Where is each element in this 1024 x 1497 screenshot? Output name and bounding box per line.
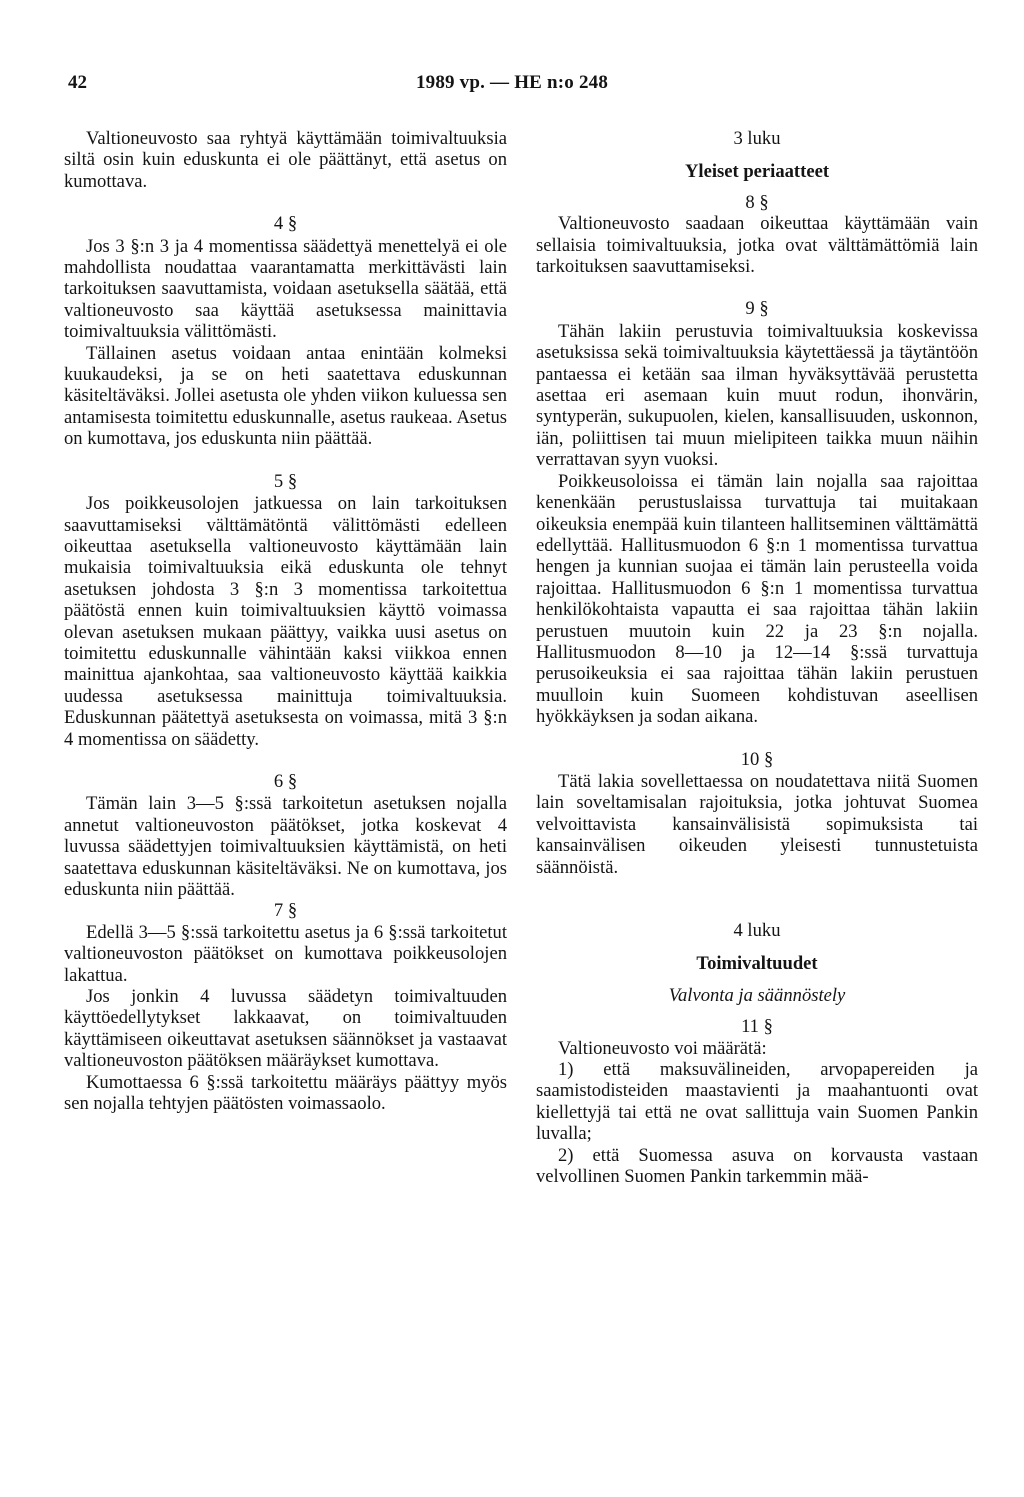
paragraph: Tähän lakiin perustuvia toimivaltuuksia koskevissa asetuksissa sekä toimivaltuuksia käytettäessä ja täytäntöön pantaessa ei ketään saa ilman hyväksyttävää perustetta asettaa eri asemaan kuin muut rodun, ihonvärin, syntyperän, sukupuolen, kielen, kansallisuuden, uskonnon, iän, poliittisen tai muun mielipiteen taikka muun näihin verrattavan syyn vuoksi. (536, 320, 978, 471)
chapter-subtitle: Valvonta ja säännöstely (668, 984, 846, 1006)
page-number: 42 (68, 72, 87, 93)
section-heading: 8 § (745, 191, 769, 213)
section-heading: 10 § (740, 748, 774, 770)
paragraph: Jos poikkeusolojen jatkuessa on lain tarkoituksen saavuttamiseksi välttämätöntä välittömästi edelleen oikeuttaa asetuksella valtioneuvosto käyttämään lain mukaisia toimivaltuuksia eikä eduskunta ole tehnyt asetuksen johdosta 3 §:n 3 momentissa tarkoitettua päätöstä ennen kuin toimivaltuuksien käyttö voimassa olevan asetuksen mukaan päättyy, vaikka uusi asetus on toimitettu eduskunnalle vähintään kaksi viikkoa ennen mainittua ajankohtaa, saa valtioneuvosto käyttää kaikkia uudessa asetuksessa mainittuja toimivaltuuksia. Eduskunnan päätettyä asetuksesta on voimassa, mitä 3 §:n 4 momentissa on säädetty. (64, 493, 507, 750)
chapter-number: 3 luku (733, 128, 781, 149)
list-item: 2) että Suomessa asuva on korvausta vastaan velvollinen Suomen Pankin tarkemmin mää- (536, 1144, 978, 1188)
paragraph: Jos jonkin 4 luvussa säädetyn toimivaltuuden käyttöedellytykset lakkaavat, on toimivaltuuden käyttämiseen oikeuttavat asetuksen säännökset ja vastaavat valtioneuvoston päätöksen määräykset kumottava. (64, 986, 507, 1072)
paragraph: Valtioneuvosto saadaan oikeuttaa käyttämään vain sellaisia toimivaltuuksia, jotka ovat välttämättömiä lain tarkoituksen saavuttamiseksi. (536, 213, 978, 278)
paragraph: Tällainen asetus voidaan antaa enintään kolmeksi kuukaudeksi, ja se on heti saatettava eduskunnan käsiteltäväksi. Jollei asetusta ole yhden viikon kuluessa sen antamisesta toimitettu eduskunnalle, asetus raukeaa. Asetus on kumottava, jos eduskunta niin päättää. (64, 342, 507, 450)
chapter-title: Toimivaltuudet (696, 953, 818, 975)
section-heading: 5 § (273, 470, 298, 492)
paragraph: Edellä 3—5 §:ssä tarkoitettu asetus ja 6 §:ssä tarkoitetut valtioneuvoston päätökset on kumottava poikkeusolojen lakattua. (64, 921, 507, 986)
paragraph: Tätä lakia sovellettaessa on noudatettava niitä Suomen lain soveltamisalan rajoituksia, jotka johtuvat Suomea velvoittavista kansainvälisistä sopimuksista tai kansainvälisen oikeuden yleisesti tunnustetuista säännöistä. (536, 770, 978, 878)
page-header (0, 72, 1024, 100)
paragraph: Tämän lain 3—5 §:ssä tarkoitetun asetuksen nojalla annetut valtioneuvoston päätökset, jotka koskevat 4 luvussa säädettyjen toimivaltuuksien käyttämistä, on heti saatettava eduskunnan käsiteltäväksi. Ne on kumottava, jos eduskunta niin päättää. (64, 793, 507, 900)
left-column (64, 128, 507, 1114)
list-item: 1) että maksuvälineiden, arvopapereiden ja saamistodisteiden maastavienti ja maahantuonti ovat kiellettyjä tai että ne ovat sallittuja vain Suomen Pankin luvalla; (536, 1059, 978, 1145)
section-heading: 7 § (273, 900, 298, 922)
running-title: 1989 vp. — HE n:o 248 (415, 72, 609, 93)
paragraph: Poikkeusoloissa ei tämän lain nojalla saa rajoittaa kenenkään perustuslaissa turvattuja tai muitakaan oikeuksia enempää kuin tilanteen hallitseminen välttämättä edellyttää. Hallitusmuodon 6 §:n 1 momentissa turvattua hengen ja kunnian suojaa ei tämän lain perusteella voida rajoittaa. Hallitusmuodon 6 §:n 1 momentissa turvattua henkilökohtaista vapautta ei saa rajoittaa tähän lakiin perustuen muutoin kuin 22 ja 23 §:n nojalla. Hallitusmuodon 8—10 ja 12—14 §:ssä turvattuja perusoikeuksia ei saa rajoittaa tähän lakiin perustuen muulloin kuin Suomeen kohdistuvan aseellisen hyökkäyksen ja sodan aikana. (536, 470, 978, 728)
chapter-number: 4 luku (733, 920, 781, 941)
section-heading: 9 § (745, 298, 769, 320)
paragraph: Jos 3 §:n 3 ja 4 momentissa säädettyä menettelyä ei ole mahdollista noudattaa vaarantamatta merkittävästi lain tarkoituksen saavuttamista, voidaan asetuksella säätää, että valtioneuvosto saa käyttää asetuksessa mainittavia toimivaltuuksia välittömästi. (64, 235, 507, 343)
section-heading: 6 § (273, 770, 298, 792)
section-heading: 11 § (741, 1016, 773, 1038)
paragraph: Kumottaessa 6 §:ssä tarkoitettu määräys päättyy myös sen nojalla tehtyjen päätösten voimassaolo. (64, 1071, 507, 1115)
paragraph: Valtioneuvosto voi määrätä: (558, 1037, 767, 1059)
section-heading: 4 § (273, 213, 298, 235)
chapter-title: Yleiset periaatteet (684, 161, 830, 183)
right-column (536, 128, 978, 1187)
paragraph: Valtioneuvosto saa ryhtyä käyttämään toimivaltuuksia siltä osin kuin eduskunta ei ole päättänyt, että asetus on kumottava. (64, 128, 507, 192)
